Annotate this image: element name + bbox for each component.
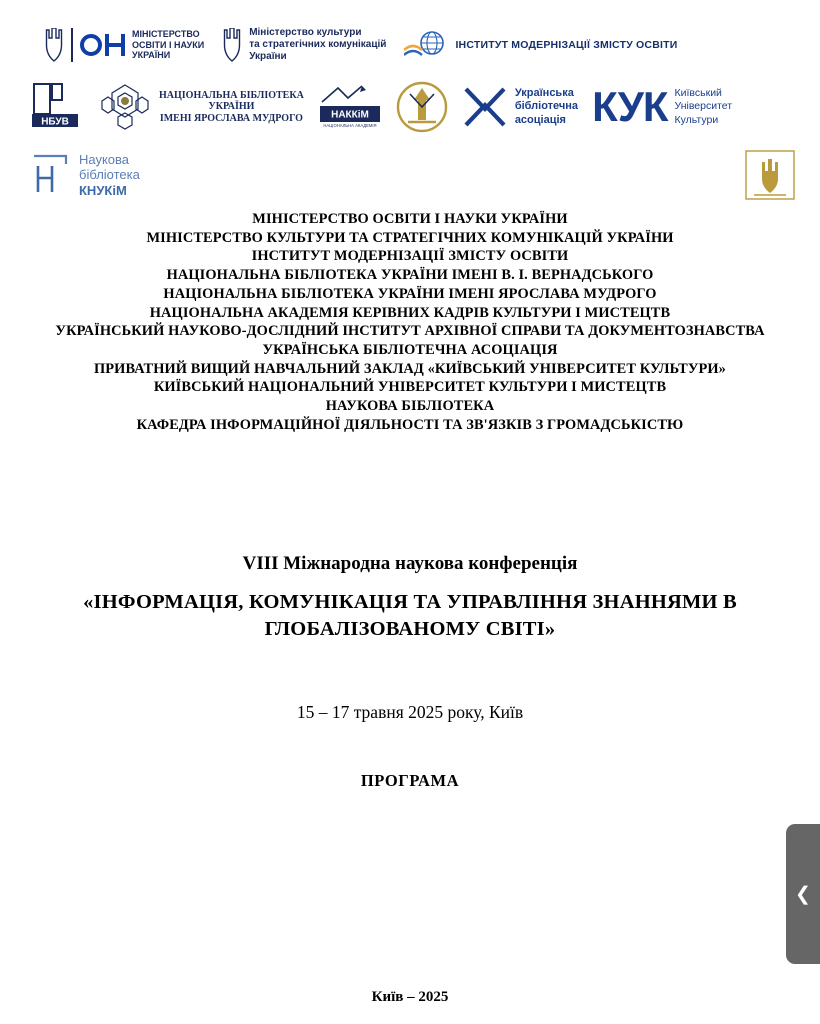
logo-strip-row-1: [0, 0, 820, 64]
vertical-divider: [71, 28, 73, 62]
logo-ministry-culture-label: Міністерство культури та стратегічних комунікацій України: [249, 27, 387, 62]
logo-kuk-label: Київський Університет Культури: [674, 87, 733, 126]
logo-ministry-education: [44, 28, 204, 62]
logo-imzo-label: ІНСТИТУТ МОДЕРНІЗАЦІЇ ЗМІСТУ ОСВІТИ: [455, 39, 678, 51]
svg-text:НАККіМ: НАККіМ: [330, 109, 369, 121]
organization-line: НАУКОВА БІБЛІОТЕКА: [325, 398, 495, 415]
svg-text:НБУВ: НБУВ: [41, 116, 69, 128]
ukraine-trident-icon: [44, 28, 64, 62]
logo-uba: [462, 85, 578, 129]
logo-strip-row-2: [0, 64, 820, 142]
organization-line: ПРИВАТНИЙ ВИЩИЙ НАВЧАЛЬНИЙ ЗАКЛАД «КИЇВСЬКИЙ УНІВЕРСИТЕТ КУЛЬТУРИ»: [94, 360, 726, 377]
mon-oh-mark-icon: [80, 34, 125, 56]
svg-text:НАЦІОНАЛЬНА АКАДЕМІЯ: НАЦІОНАЛЬНА АКАДЕМІЯ: [323, 123, 377, 128]
logo-ministry-education-label: МІНІСТЕРСТВО ОСВІТИ І НАУКИ УКРАЇНИ: [132, 29, 205, 61]
organization-line: МІНІСТЕРСТВО ОСВІТИ І НАУКИ УКРАЇНИ: [252, 211, 568, 227]
logo-state-crest: [744, 149, 796, 201]
organization-line: УКРАЇНСЬКА БІБЛІОТЕЧНА АСОЦІАЦІЯ: [262, 342, 558, 359]
logo-kuk: [592, 83, 733, 130]
footer-place-year: Київ – 2025: [371, 989, 449, 1005]
chevron-left-icon: ❮: [795, 883, 811, 905]
naukova-biblioteka-logo-icon: [28, 150, 72, 200]
logo-imzo: [404, 28, 677, 62]
logo-nakkkim: [318, 84, 382, 130]
organization-line: УКРАЇНСЬКИЙ НАУКОВО-ДОСЛІДНИЙ ІНСТИТУТ АРХІВНОЇ СПРАВИ ТА ДОКУМЕНТОЗНАВСТВА: [55, 323, 765, 340]
organization-line: КИЇВСЬКИЙ НАЦІОНАЛЬНИЙ УНІВЕРСИТЕТ КУЛЬТУРИ І МИСТЕЦТВ: [153, 379, 667, 396]
logo-naukova-biblioteka-label: Наукова бібліотека КНУКіМ: [79, 152, 140, 198]
logo-uba-label: Українська бібліотечна асоціація: [514, 87, 579, 126]
state-crest-icon: [744, 149, 796, 201]
logo-yaroslav-mudryi-label: НАЦІОНАЛЬНА БІБЛІОТЕКА УКРАЇНИ ІМЕНІ ЯРОСЛАВА МУДРОГО: [159, 89, 304, 124]
nakkkim-logo-icon: [318, 84, 382, 130]
organization-line: ІНСТИТУТ МОДЕРНІЗАЦІЇ ЗМІСТУ ОСВІТИ: [251, 248, 569, 265]
logo-yaroslav-mudryi-library: [98, 81, 304, 133]
organization-line: КАФЕДРА ІНФОРМАЦІЙНОЇ ДІЯЛЬНОСТІ ТА ЗВ'ЯЗКІВ З ГРОМАДСЬКІСТЮ: [136, 416, 684, 433]
conference-title-block: [0, 553, 820, 791]
conference-title: «ІНФОРМАЦІЯ, КОМУНІКАЦІЯ ТА УПРАВЛІННЯ ЗНАННЯМИ В ГЛОБАЛІЗОВАНОМУ СВІТІ»: [83, 590, 737, 641]
uba-logo-icon: [462, 85, 508, 129]
uniiasd-emblem-icon: [396, 80, 448, 134]
nbuv-logo-icon: [30, 81, 84, 133]
logo-strip-row-3: [0, 142, 820, 204]
organization-line: НАЦІОНАЛЬНА АКАДЕМІЯ КЕРІВНИХ КАДРІВ КУЛЬТУРИ І МИСТЕЦТВ: [149, 304, 671, 321]
organizations-list: [0, 210, 820, 435]
kuk-logo-icon: КУК: [592, 83, 668, 130]
document-type-label: ПРОГРАМА: [360, 770, 460, 790]
hexagon-pattern-icon: [98, 81, 152, 133]
logo-nbuv: [30, 81, 84, 133]
logo-ministry-culture: [222, 27, 386, 62]
organization-line: НАЦІОНАЛЬНА БІБЛІОТЕКА УКРАЇНИ ІМЕНІ В. І. ВЕРНАДСЬКОГО: [166, 267, 654, 284]
next-page-button[interactable]: [786, 824, 820, 964]
conference-edition: VIII Міжнародна наукова конференція: [242, 552, 578, 574]
organization-line: НАЦІОНАЛЬНА БІБЛІОТЕКА УКРАЇНИ ІМЕНІ ЯРОСЛАВА МУДРОГО: [163, 285, 657, 302]
logo-naukova-biblioteka-knukim: [28, 150, 140, 200]
globe-icon: [404, 28, 448, 62]
ukraine-trident-icon: [222, 28, 242, 62]
conference-dates: 15 – 17 травня 2025 року, Київ: [296, 701, 524, 722]
organization-line: МІНІСТЕРСТВО КУЛЬТУРИ ТА СТРАТЕГІЧНИХ КОМУНІКАЦІЙ УКРАЇНИ: [146, 229, 674, 246]
logo-uniiasd: [396, 80, 448, 134]
